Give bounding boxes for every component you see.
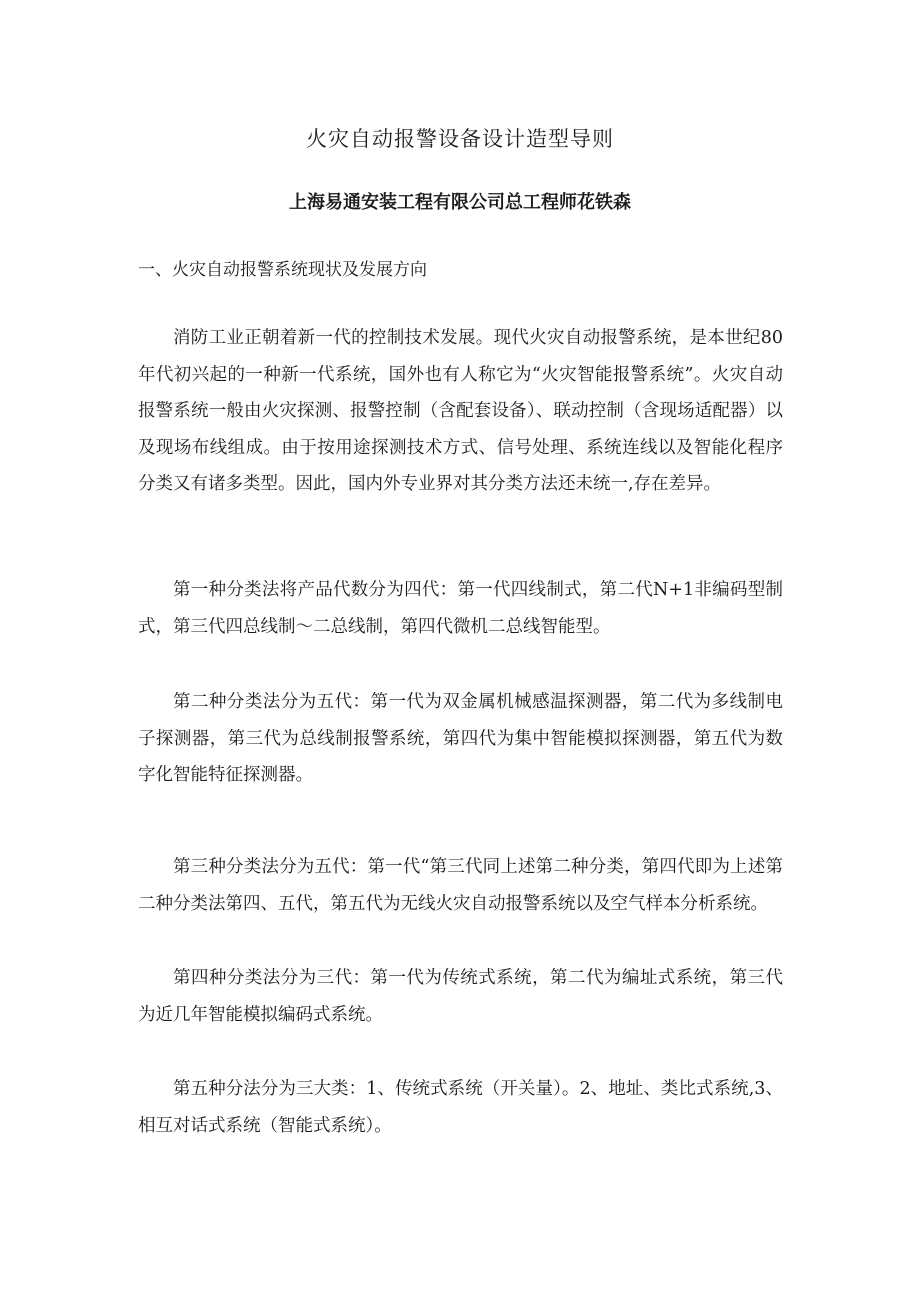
document-subtitle: 上海易通安装工程有限公司总工程师花铁森 (289, 192, 631, 213)
paragraph-classification-1: 第一种分类法将产品代数分为四代：第一代四线制式，第二代N+1非编码型制式，第三代四总线制～二总线制，第四代微机二总线智能型。 (138, 580, 783, 637)
section-heading: 一、火灾自动报警系统现状及发展方向 (138, 260, 427, 280)
paragraph-classification-5: 第五种分法分为三大类：1、传统式系统（开关量）。2、地址、类比式系统,3、相互对话式系统（智能式系统）。 (138, 1079, 783, 1136)
paragraph-classification-2: 第二种分类法分为五代：第一代为双金属机械感温探测器，第二代为多线制电子探测器，第三代为总线制报警系统，第四代为集中智能模拟探测器，第五代为数字化智能特征探测器。 (138, 692, 783, 785)
paragraph-intro: 消防工业正朝着新一代的控制技术发展。现代火灾自动报警系统，是本世纪80年代初兴起的一种新一代系统，国外也有人称它为“火灾智能报警系统”。火灾自动报警系统一般由火灾探测、报警控制（含配套设备）、联动控制（含现场适配器）以及现场布线组成。由于按用途探测技术方式、信号处理、系统连线以及智能化程序分类又有诸多类型。因此，国内外专业界对其分类方法还未统一,存在差异。 (138, 328, 783, 494)
paragraph-classification-4: 第四种分类法分为三代：第一代为传统式系统，第二代为编址式系统，第三代为近几年智能模拟编码式系统。 (138, 968, 783, 1025)
paragraph-classification-3: 第三种分类法分为五代：第一代“第三代同上述第二种分类，第四代即为上述第二种分类法第四、五代，第五代为无线火灾自动报警系统以及空气样本分析系统。 (138, 857, 783, 914)
document-title: 火灾自动报警设备设计造型导则 (306, 127, 614, 151)
